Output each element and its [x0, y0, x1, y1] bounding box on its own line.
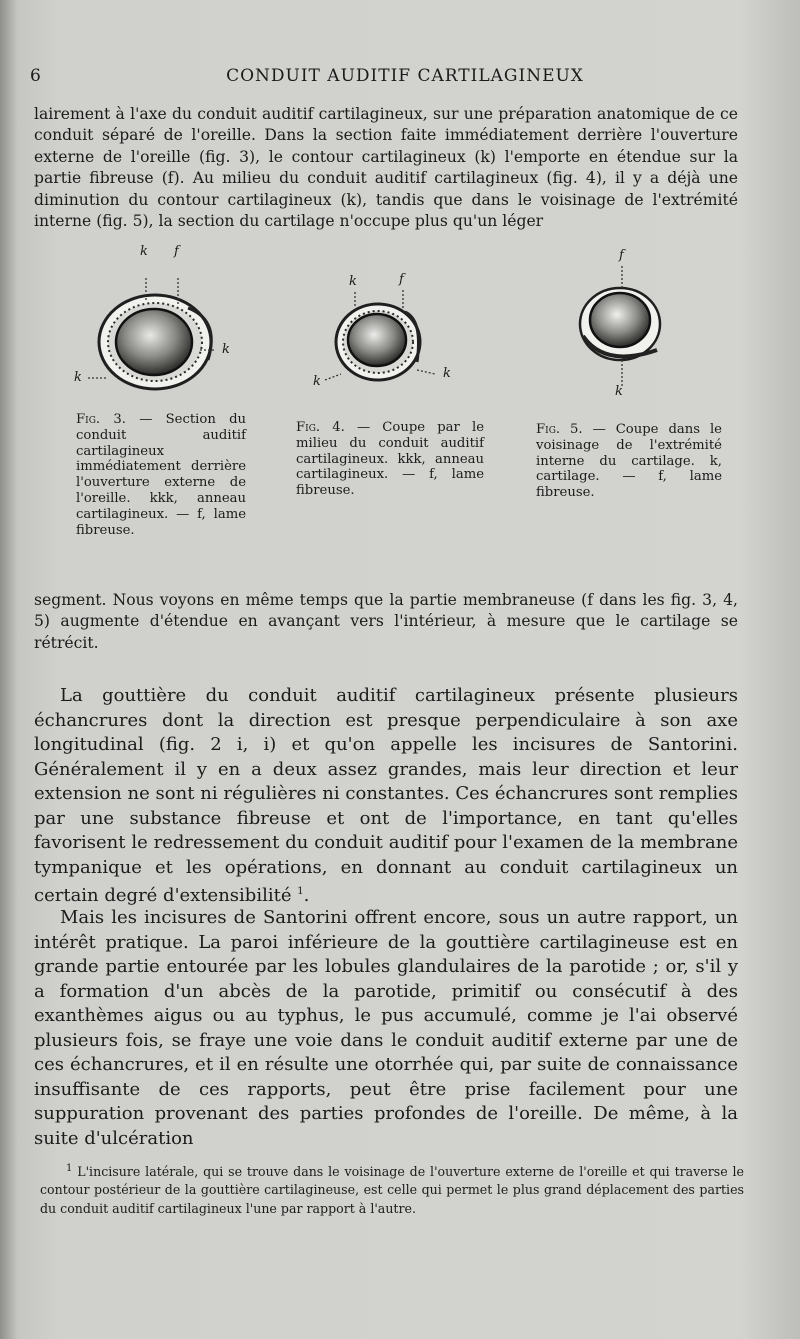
figure-3-label-k-right: k — [222, 342, 230, 357]
footnote-marker: 1 — [66, 1163, 73, 1174]
figure-3-caption-number: Fig. 3. — [76, 412, 126, 427]
footnote — [40, 1160, 744, 1218]
figure-3-illustration — [70, 250, 260, 400]
figure-3 — [70, 244, 260, 400]
figure-5-illustration — [565, 240, 685, 405]
figure-5 — [565, 240, 685, 405]
figure-3-label-k-left: k — [74, 370, 82, 385]
footnote-text: L'incisure latérale, qui se trouve dans le voisinage de l'ouverture externe de l'oreille et qui traverse le contour postérieur de la gouttière cartilagineuse, est celle qui permet le plus grand déplacement des parties du conduit auditif cartilagineux l'une par rapport à l'autre. — [40, 1164, 744, 1216]
figure-4-caption — [296, 420, 484, 499]
figure-3-caption — [76, 412, 246, 538]
paragraph-santorini-incisures — [34, 684, 738, 909]
figure-4 — [305, 270, 475, 395]
paragraph-2-text: La gouttière du conduit auditif cartilagineux présente plusieurs échancrures dont la direction est presque perpendiculaire à son axe longitudinal (fig. 2 i, i) et qu'on appelle les incisures de Santorini. Généralement il y en a deux assez grandes, mais leur direction et leur extension ne sont ni régulières ni constantes. Ces échancrures sont remplies par une substance fibreuse et ont de l'importance, en tant qu'elles favorisent le redressement du conduit auditif pour l'examen de la membrane tympanique et les opérations, en donnant au conduit cartilagineux un certain degré d'extensibilité — [34, 685, 738, 906]
continuation-paragraph: segment. Nous voyons en même temps que la partie membraneuse (f dans les fig. 3, 4, 5) augmente d'étendue en avançant vers l'intérieur, à mesure que le cartilage se rétrécit. — [34, 591, 738, 652]
figure-4-label-k-top: k — [349, 274, 357, 289]
figure-5-caption-text: — Coupe dans le voisinage de l'extrémité interne du cartilage. k, cartilage. — f, lame fibreuse. — [536, 422, 722, 501]
figure-5-label-k-bottom: k — [615, 384, 623, 399]
intro-paragraph: lairement à l'axe du conduit auditif cartilagineux, sur une préparation anatomique de ce conduit séparé de l'oreille. Dans la section faite immédiatement derrière l'ouverture externe de l'oreille (fig. 3), le contour cartilagineux (k) l'emporte en étendue sur la partie fibreuse (f). Au milieu du conduit auditif cartilagineux (fig. 4), il y a déjà une diminution du contour cartilagineux (k), tandis que dans le voisinage de l'extrémité interne (fig. 5), la section du cartilage n'occupe plus qu'un léger — [34, 105, 738, 231]
running-title: CONDUIT AUDITIF CARTILAGINEUX — [226, 66, 584, 86]
figure-5-caption — [536, 422, 722, 501]
figure-3-label-f-top: f — [174, 244, 179, 259]
page-header — [30, 66, 780, 92]
paragraph-parotid-abscess: Mais les incisures de Santorini offrent encore, sous un autre rapport, un intérêt pratique. La paroi inférieure de la gouttière cartilagineuse est en grande partie entourée par les lobules glandulaires de la parotide ; or, s'il y a formation d'un abcès de la parotide, primitif ou consécutif à des exanthèmes aigus ou au typhus, le pus accumulé, comme je l'ai observé plusieurs fois, se fraye une voie dans le conduit auditif externe par une de ces échancrures, et il en résulte une otorrhée qui, par suite de connaissance insuffisante de ces rapports, peut être prise facilement pour une suppuration provenant des parties profondes de l'oreille. De même, à la suite d'ulcération — [34, 907, 738, 1149]
paragraph-2-end: . — [303, 885, 310, 906]
figure-4-label-f-top: f — [399, 272, 404, 287]
figure-5-caption-number: Fig. 5. — [536, 422, 583, 437]
figure-4-label-k-right: k — [443, 366, 451, 381]
figure-4-caption-text: — Coupe par le milieu du conduit auditif cartilagineux. kkk, anneau cartilagineux. — f, lame fibreuse. — [296, 420, 484, 499]
figure-5-label-f-top: f — [619, 248, 624, 263]
figure-4-caption-number: Fig. 4. — [296, 420, 345, 435]
figure-3-label-k-top: k — [140, 244, 148, 259]
page-number: 6 — [30, 66, 41, 86]
figure-3-caption-text: — Section du conduit auditif cartilagineux immédiatement derrière l'ouverture externe de l'oreille. kkk, anneau cartilagineux. — f, lame fibreuse. — [76, 412, 246, 538]
figure-4-label-k-left: k — [313, 374, 321, 389]
footnote-reference[interactable]: 1 — [297, 886, 304, 897]
